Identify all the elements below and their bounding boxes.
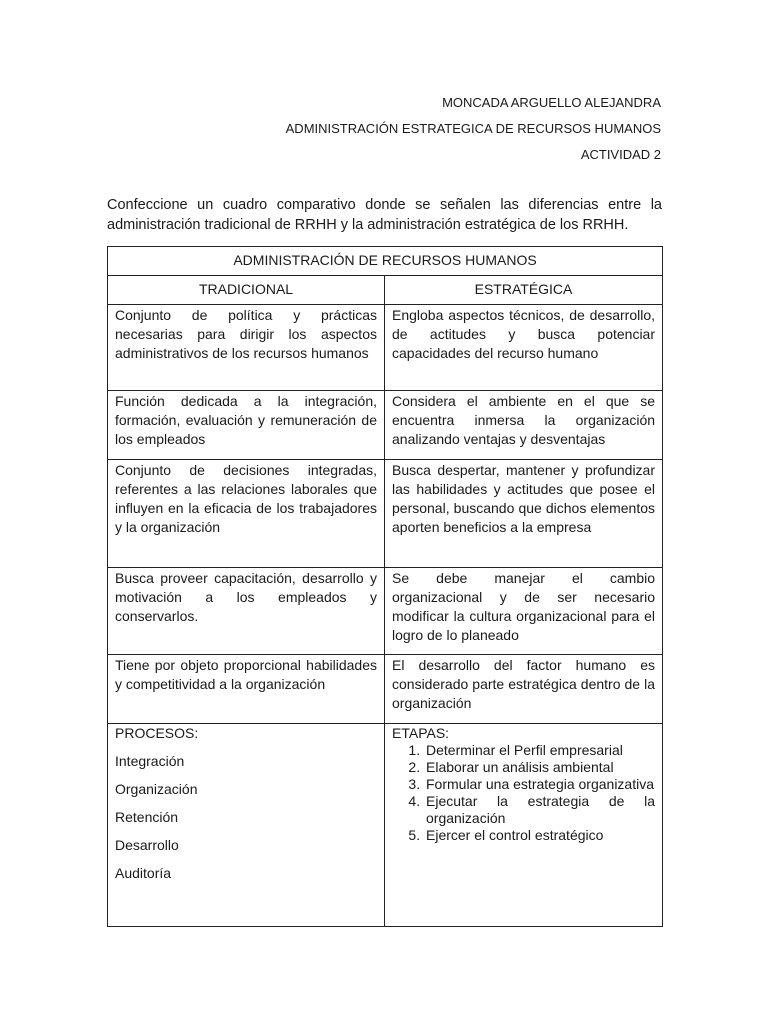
cell-traditional: Función dedicada a la integración, formación, evaluación y remuneración de los empleados: [108, 391, 385, 460]
table-row: [108, 724, 663, 927]
stages-cell: [385, 724, 663, 927]
processes-cell: [108, 724, 385, 927]
stage-item: 4. Ejecutar la estrategia de la organización: [424, 793, 655, 827]
stages-title: ETAPAS:: [392, 725, 450, 741]
cell-strategic: Busca despertar, mantener y profundizar las habilidades y actitudes que posee el personal, buscando que dichos elementos aporten beneficios a la empresa: [385, 460, 663, 568]
cell-traditional: Tiene por objeto proporcional habilidades y competitividad a la organización: [108, 655, 385, 724]
process-item: Organización: [115, 781, 198, 797]
stage-item: 5. Ejercer el control estratégico: [424, 827, 655, 844]
table-row: [108, 655, 663, 724]
cell-traditional: Busca proveer capacitación, desarrollo y motivación a los empleados y conservarlos.: [108, 568, 385, 655]
author-name: MONCADA ARGUELLO ALEJANDRA: [442, 95, 661, 110]
table-row: [108, 305, 663, 391]
processes-title: PROCESOS:: [115, 725, 199, 741]
process-item: Auditoría: [115, 865, 172, 881]
subject-title: ADMINISTRACIÓN ESTRATEGICA DE RECURSOS HUMANOS: [285, 121, 661, 136]
table-row: [108, 460, 663, 568]
stage-item: 3. Formular una estrategia organizativa: [424, 776, 655, 793]
table-row: [108, 391, 663, 460]
comparison-table: [107, 246, 663, 927]
process-item: Desarrollo: [115, 837, 179, 853]
stage-item: 1. Determinar el Perfil empresarial: [424, 742, 655, 759]
activity-label: ACTIVIDAD 2: [580, 147, 661, 162]
cell-strategic: Considera el ambiente en el que se encuentra inmersa la organización analizando ventajas y desventajas: [385, 391, 663, 460]
table-row: [108, 568, 663, 655]
document-header: [286, 90, 661, 168]
process-item: Integración: [115, 753, 185, 769]
stage-item: 2. Elaborar un análisis ambiental: [424, 759, 655, 776]
process-item: Retención: [115, 809, 179, 825]
column-header-strategic: ESTRATÉGICA: [385, 276, 663, 305]
cell-traditional: Conjunto de decisiones integradas, referentes a las relaciones laborales que influyen en la eficacia de los trabajadores y la organización: [108, 460, 385, 568]
cell-traditional: Conjunto de política y prácticas necesarias para dirigir los aspectos administrativos de los recursos humanos: [108, 305, 385, 391]
cell-strategic: Se debe manejar el cambio organizacional y de ser necesario modificar la cultura organizacional para el logro de lo planeado: [385, 568, 663, 655]
cell-strategic: El desarrollo del factor humano es considerado parte estratégica dentro de la organización: [385, 655, 663, 724]
column-header-traditional: TRADICIONAL: [108, 276, 385, 305]
table-title: ADMINISTRACIÓN DE RECURSOS HUMANOS: [108, 247, 663, 276]
instructions-paragraph: Confeccione un cuadro comparativo donde se señalen las diferencias entre la administración tradicional de RRHH y la administración estratégica de los RRHH.: [107, 197, 662, 233]
stages-list: [392, 742, 655, 844]
cell-strategic: Engloba aspectos técnicos, de desarrollo, de actitudes y busca potenciar capacidades del recurso humano: [385, 305, 663, 391]
